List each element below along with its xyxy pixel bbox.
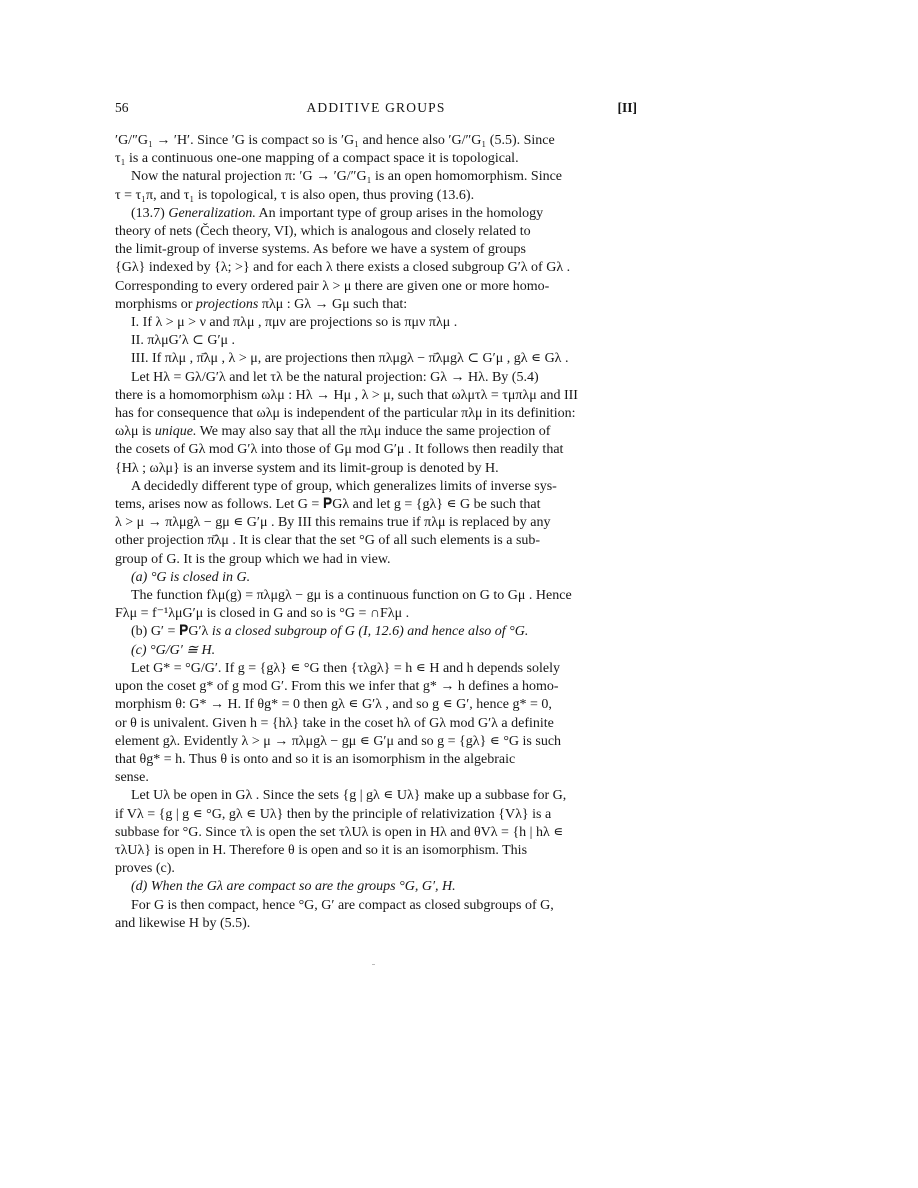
- text-line: {Hλ ; ωλμ} is an inverse system and its limit-group is denoted by H.: [115, 460, 499, 476]
- text-line: τ₁ is a continuous one-one mapping of a compact space it is topological.: [115, 151, 519, 167]
- claim-text: (d) When the Gλ are compact so are the groups °G, G′, H.: [131, 879, 456, 895]
- body-text: [115, 132, 637, 933]
- text-line: Let Uλ be open in Gλ . Since the sets {g | gλ ∊ Uλ} make up a subbase for G,: [131, 788, 567, 804]
- text-line: [115, 423, 637, 441]
- text-line: element gλ. Evidently λ > μ → πλμgλ − gμ ∊ G′μ and so g = {gλ} ∊ °G is such: [115, 733, 562, 749]
- running-title: ADDITIVE GROUPS: [306, 100, 446, 115]
- term-unique: unique.: [154, 424, 197, 440]
- text-line: or θ is univalent. Given h = {hλ} take in the coset hλ of Gλ mod G′λ a definite: [115, 715, 554, 731]
- text-span: ωλμ is: [115, 424, 155, 440]
- text-line: if Vλ = {g | g ∊ °G, gλ ∊ Uλ} then by the principle of relativization {Vλ} is a: [115, 806, 552, 822]
- axiom-iii: III. If πλμ , π̄λμ , λ > μ, are projections then πλμgλ − π̄λμgλ ⊂ G′μ , gλ ∊ Gλ .: [131, 351, 569, 367]
- text-line: has for consequence that ωλμ is independent of the particular πλμ in its definition:: [115, 406, 576, 422]
- text-line: For G is then compact, hence °G, G′ are compact as closed subgroups of G,: [131, 897, 554, 913]
- section-heading-13-7: [115, 205, 637, 223]
- text-line: morphism θ: G* → H. If θg* = 0 then gλ ∊ G′λ , and so g ∊ G′, hence g* = 0,: [115, 697, 552, 713]
- text-line: ′G/″G₁ → ′H′. Since ′G is compact so is ′G₁ and hence also ′G/″G₁ (5.5). Since: [115, 133, 555, 148]
- claim-text: is a closed subgroup of G (I, 12.6) and hence also of °G.: [208, 624, 529, 640]
- text-line: group of G. It is the group which we had in view.: [115, 551, 391, 567]
- text-span: morphisms or: [115, 296, 196, 312]
- term-projections: projections: [195, 296, 259, 312]
- text-line: and likewise H by (5.5).: [115, 915, 251, 931]
- text-line: upon the coset g* of g mod G′. From this we infer that g* → h defines a homo-: [115, 679, 559, 695]
- text-span: We may also say that all the πλμ induce the same projection of: [196, 424, 551, 440]
- text-line: {Gλ} indexed by {λ; >} and for each λ there exists a closed subgroup G′λ of Gλ .: [115, 260, 571, 276]
- text-line: Now the natural projection π: ′G → ′G/″G₁ is an open homomorphism. Since: [131, 169, 563, 185]
- section-number: (13.7): [131, 205, 169, 221]
- text-line: proves (c).: [115, 861, 175, 877]
- claim-a: [115, 569, 637, 587]
- claim-text: (a) °G is closed in G.: [131, 569, 251, 585]
- chapter-label: [II]: [617, 100, 637, 115]
- text-line: [115, 296, 637, 314]
- text-line: the limit-group of inverse systems. As before we have a system of groups: [115, 242, 526, 258]
- claim-c: [115, 642, 637, 660]
- text-line: Fλμ = f⁻¹λμG′μ is closed in G and so is °G = ∩Fλμ .: [115, 606, 410, 622]
- claim-text: (c) °G/G′ ≅ H.: [131, 642, 216, 658]
- axiom-ii: II. πλμG′λ ⊂ G′μ .: [131, 333, 236, 349]
- claim-formula: (b) G′ = 𝐏G′λ: [131, 624, 209, 640]
- text-line: A decidedly different type of group, which generalizes limits of inverse sys-: [131, 478, 557, 494]
- text-line: there is a homomorphism ωλμ : Hλ → Hμ , λ > μ, such that ωλμτλ = τμπλμ and III: [115, 387, 578, 403]
- text-line: Let Hλ = Gλ/G′λ and let τλ be the natural projection: Gλ → Hλ. By (5.4): [131, 369, 539, 385]
- text-line: Let G* = °G/G′. If g = {gλ} ∊ °G then {τλgλ} = h ∊ H and h depends solely: [131, 660, 560, 676]
- text-line: that θg* = h. Thus θ is onto and so it is an isomorphism in the algebraic: [115, 751, 516, 767]
- claim-b: [115, 623, 637, 641]
- text-line: The function fλμ(g) = πλμgλ − gμ is a continuous function on G to Gμ . Hence: [131, 588, 572, 604]
- claim-d: [115, 878, 637, 896]
- text-line: other projection π̄λμ . It is clear that the set °G of all such elements is a sub-: [115, 533, 541, 549]
- text-line: tems, arises now as follows. Let G = 𝐏Gλ and let g = {gλ} ∊ G be such that: [115, 497, 541, 513]
- text-line: subbase for °G. Since τλ is open the set τλUλ is open in Hλ and θVλ = {h | hλ ∊: [115, 824, 564, 840]
- section-title: Generalization.: [168, 205, 256, 221]
- text-line: τλUλ} is open in H. Therefore θ is open and so it is an isomorphism. This: [115, 842, 528, 858]
- page-number: 56: [115, 100, 129, 115]
- text-line: theory of nets (Čech theory, VI), which is analogous and closely related to: [115, 224, 531, 240]
- text-span: πλμ : Gλ → Gμ such that:: [258, 296, 408, 312]
- text-line: the cosets of Gλ mod G′λ into those of Gμ mod G′μ . It follows then readily that: [115, 442, 564, 458]
- text-line: Corresponding to every ordered pair λ > μ there are given one or more homo-: [115, 278, 550, 294]
- text-line: τ = τ₁π, and τ₁ is topological, τ is also open, thus proving (13.6).: [115, 187, 475, 203]
- scan-speck: [372, 964, 375, 965]
- text-span: An important type of group arises in the homology: [255, 205, 544, 221]
- text-line: sense.: [115, 770, 149, 786]
- running-header: [115, 100, 637, 120]
- text-line: λ > μ → πλμgλ − gμ ∊ G′μ . By III this remains true if πλμ is replaced by any: [115, 515, 551, 531]
- axiom-i: I. If λ > μ > ν and πλμ , πμν are projections so is πμν πλμ .: [131, 315, 458, 331]
